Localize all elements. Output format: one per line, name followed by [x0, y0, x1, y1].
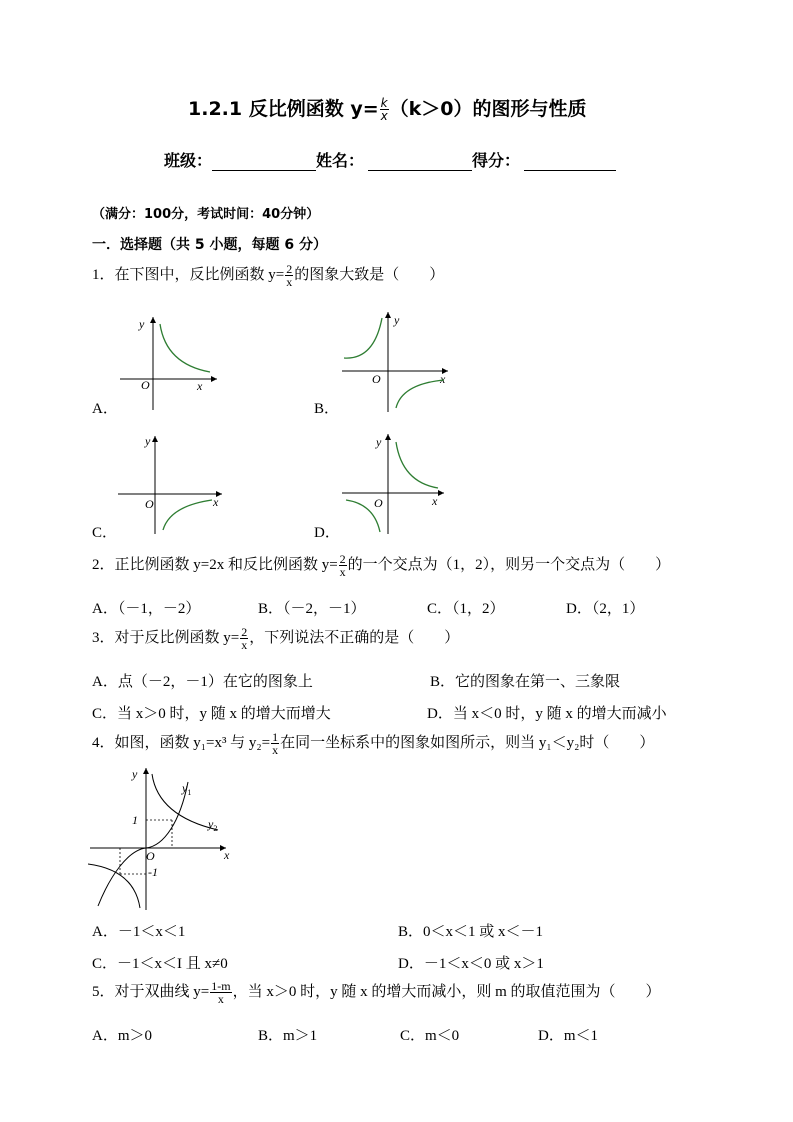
title-suffix: （k＞0）的图形与性质 — [389, 98, 587, 120]
q1-frac-den: x — [286, 275, 293, 290]
y2-label-sub: 2 — [213, 824, 218, 833]
title-prefix: 1.2.1 反比例函数 y= — [188, 98, 379, 120]
q3-frac-num: 2 — [241, 625, 248, 640]
y-label: y — [139, 317, 145, 331]
origin-label: O — [372, 372, 381, 386]
q1-suffix: 的图象大致是（ ） — [294, 267, 445, 283]
y2-label — [207, 817, 217, 833]
y-label: y — [132, 767, 138, 781]
q4-option-b[interactable]: B．0＜x＜1 或 x＜－1 — [398, 924, 544, 940]
hyperbola-branch — [396, 380, 444, 408]
q3-text: 3．对于反比例函数 y= — [92, 630, 240, 646]
x-label: x — [440, 372, 446, 386]
arrow-icon — [385, 434, 391, 440]
y2-label-main: y — [208, 817, 214, 831]
title-frac-den: x — [380, 109, 388, 123]
x-label: x — [224, 848, 230, 862]
q3-option-c[interactable]: C．当 x＞0 时，y 随 x 的增大而增大 — [92, 706, 331, 722]
q1-text: 1．在下图中，反比例函数 y= — [92, 267, 285, 283]
graph-d — [336, 430, 448, 536]
q1-option-a[interactable]: A． — [92, 401, 118, 417]
q5-option-a[interactable]: A．m＞0 — [92, 1028, 153, 1044]
class-label: 班级： — [164, 151, 213, 170]
x-label: x — [432, 494, 438, 508]
title-frac-num: k — [380, 96, 388, 110]
q5-text: 5．对于双曲线 y= — [92, 984, 210, 1000]
origin-label: O — [145, 497, 154, 511]
class-blank[interactable] — [212, 152, 316, 171]
x-label: x — [197, 379, 203, 393]
q2-option-b[interactable]: B．（－2，－1） — [258, 601, 366, 617]
hyperbola-branch — [160, 324, 210, 372]
q3-option-d[interactable]: D．当 x＜0 时，y 随 x 的增大而减小 — [427, 706, 667, 722]
q4-fraction — [271, 731, 279, 756]
origin-label: O — [374, 496, 383, 510]
tick-neg-one: -1 — [148, 865, 158, 879]
section-heading: 一．选择题（共 5 小题，每题 6 分） — [92, 237, 327, 253]
question-2 — [92, 553, 670, 578]
q4-option-a[interactable]: A．－1＜x＜1 — [92, 924, 186, 940]
student-info-line — [164, 148, 616, 171]
question-5 — [92, 980, 660, 1005]
name-blank[interactable] — [368, 152, 472, 171]
q2-option-d[interactable]: D．（2，1） — [566, 601, 645, 617]
title-fraction — [380, 97, 389, 122]
q2-suffix: 的一个交点为（1，2），则另一个交点为（ ） — [347, 557, 671, 573]
y1-label — [181, 781, 191, 797]
question-3 — [92, 626, 459, 651]
q1-frac-num: 2 — [286, 262, 293, 277]
graph-c — [112, 432, 226, 536]
page-title — [188, 94, 586, 122]
arrow-icon — [211, 376, 217, 382]
q2-frac-den: x — [339, 565, 346, 580]
q1-fraction — [285, 263, 293, 288]
exam-info: （满分：100分，考试时间：40分钟） — [92, 207, 320, 222]
arrow-icon — [152, 436, 158, 442]
q3-option-b[interactable]: B．它的图象在第一、三象限 — [430, 674, 621, 690]
question-4 — [92, 731, 654, 756]
q3-fraction — [240, 626, 248, 651]
q2-text: 2．正比例函数 y=2x 和反比例函数 y= — [92, 557, 338, 573]
q4-frac-den: x — [272, 743, 279, 758]
tick-one: 1 — [132, 813, 138, 827]
q2-option-c[interactable]: C．（1，2） — [427, 601, 505, 617]
y1-label-main: y — [182, 781, 188, 795]
q5-option-b[interactable]: B．m＞1 — [258, 1028, 318, 1044]
arrow-icon — [143, 768, 149, 774]
q2-option-a[interactable]: A．（－1，－2） — [92, 601, 201, 617]
arrow-icon — [385, 312, 391, 318]
q1-option-c[interactable]: C． — [92, 525, 118, 541]
q5-fraction — [210, 980, 231, 1005]
q2-frac-num: 2 — [339, 552, 346, 567]
q4-option-c[interactable]: C．－1＜x＜I 且 x≠0 — [92, 956, 228, 972]
hyperbola-branch — [163, 500, 212, 530]
question-1 — [92, 263, 444, 288]
arrow-icon — [438, 490, 444, 496]
q2-fraction — [339, 553, 347, 578]
y-label: y — [145, 434, 151, 448]
origin-label: O — [146, 849, 155, 863]
q5-option-c[interactable]: C．m＜0 — [400, 1028, 460, 1044]
q3-suffix: ，下列说法不正确的是（ ） — [249, 630, 460, 646]
q1-option-d[interactable]: D． — [314, 525, 340, 541]
y-label: y — [394, 313, 400, 327]
q3-option-a[interactable]: A．点（－2，－1）在它的图象上 — [92, 674, 313, 690]
q4-frac-num: 1 — [272, 730, 279, 745]
origin-label: O — [141, 378, 150, 392]
hyperbola-branch — [344, 318, 382, 358]
q5-frac-num: 1-m — [211, 979, 231, 994]
score-blank[interactable] — [524, 152, 616, 171]
hyperbola-y2-left — [88, 864, 140, 908]
graph-b — [336, 308, 452, 416]
q3-frac-den: x — [241, 638, 248, 653]
q4-suffix: 在同一坐标系中的图象如图所示，则当 y₁＜y₂时（ ） — [280, 735, 655, 751]
q5-option-d[interactable]: D．m＜1 — [538, 1028, 599, 1044]
q4-text: 4．如图，函数 y₁=x³ 与 y₂= — [92, 735, 271, 751]
cubic-curve-y1 — [98, 782, 188, 906]
q1-option-b[interactable]: B． — [314, 401, 340, 417]
q5-suffix: ，当 x＞0 时，y 随 x 的增大而减小，则 m 的取值范围为（ ） — [232, 984, 661, 1000]
x-label: x — [213, 495, 219, 509]
q5-frac-den: x — [217, 992, 224, 1007]
score-label: 得分： — [472, 151, 521, 170]
y1-label-sub: 1 — [187, 788, 192, 797]
graph-a — [112, 312, 222, 414]
hyperbola-branch — [396, 442, 438, 488]
q4-graph — [88, 764, 238, 912]
arrow-icon — [150, 317, 156, 323]
q4-option-d[interactable]: D．－1＜x＜0 或 x＞1 — [398, 956, 544, 972]
name-label: 姓名： — [316, 151, 365, 170]
y-label: y — [376, 435, 382, 449]
